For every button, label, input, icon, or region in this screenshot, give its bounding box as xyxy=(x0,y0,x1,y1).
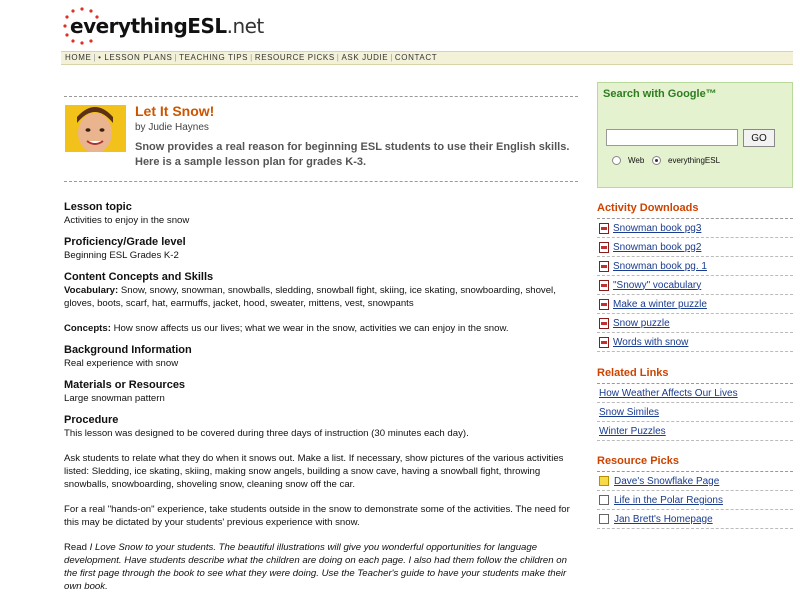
grade-level-text: Beginning ESL Grades K-2 xyxy=(64,250,179,261)
radio-site[interactable] xyxy=(652,156,720,165)
nav-separator: | xyxy=(250,53,253,62)
nav-separator: | xyxy=(336,53,340,62)
nav-home[interactable]: HOME xyxy=(65,53,92,62)
nav-separator: | xyxy=(390,53,393,62)
logo-suffix-text: .net xyxy=(226,14,264,38)
procedure-paragraph-2: For a real "hands-on" experience, take students outside in the snow to demonstrate some of the activities. The need for this may be dictated by your students' previous experience with snow. xyxy=(64,504,570,528)
download-link[interactable]: "Snowy" vocabulary xyxy=(613,279,702,291)
list-item xyxy=(597,403,793,422)
sidebar xyxy=(597,82,793,529)
site-logo[interactable] xyxy=(62,4,264,48)
pdf-icon xyxy=(599,337,609,348)
lesson-topic-text: Activities to enjoy in the snow xyxy=(64,215,190,226)
procedure-text: This lesson was designed to be covered during three days of instruction (30 minutes each day). xyxy=(64,428,469,439)
logo-wordmark xyxy=(70,14,264,38)
article-intro xyxy=(64,97,580,181)
concepts-label: Concepts: xyxy=(64,323,111,334)
nav-lesson-plans[interactable]: • LESSON PLANS xyxy=(98,53,173,62)
pdf-icon xyxy=(599,242,609,253)
materials-heading: Materials or Resources xyxy=(64,379,186,391)
procedure-heading: Procedure xyxy=(64,414,119,426)
paragraph-3-intro: Read xyxy=(64,542,90,553)
author-photo xyxy=(65,105,126,152)
activity-downloads-heading: Activity Downloads xyxy=(597,202,793,219)
article-description: Snow provides a real reason for beginning ESL students to use their English skills. Here is a sample lesson plan for grades K-3. xyxy=(135,141,570,168)
background-heading: Background Information xyxy=(64,344,192,356)
radio-web-dot[interactable] xyxy=(612,156,621,165)
resource-link[interactable]: Life in the Polar Regions xyxy=(614,494,723,506)
vocabulary-text xyxy=(64,284,580,310)
list-item xyxy=(597,472,793,491)
downloads-list xyxy=(597,219,793,352)
list-item xyxy=(597,333,793,352)
resource-link[interactable]: Jan Brett's Homepage xyxy=(614,513,713,525)
resource-link[interactable]: Dave's Snowflake Page xyxy=(614,475,720,487)
list-item xyxy=(597,219,793,238)
search-title: Search with Google™ xyxy=(603,88,717,100)
search-go-button[interactable]: GO xyxy=(743,129,775,147)
vocabulary-list: Snow, snowy, snowman, snowballs, sledding, snowball fight, skiing, ice skating, snowboarding, shovel, gloves, boots, scarf, hat, earmuffs, jacket, hood, sweater, mittens, vest, snowpants xyxy=(64,285,556,309)
list-item xyxy=(597,314,793,333)
lesson-sections xyxy=(64,182,580,593)
article-title: Let It Snow! xyxy=(135,103,215,119)
pdf-icon xyxy=(599,223,609,234)
radio-site-dot[interactable] xyxy=(652,156,661,165)
nav-separator: | xyxy=(174,53,178,62)
download-link[interactable]: Make a winter puzzle xyxy=(613,298,707,310)
pdf-icon xyxy=(599,318,609,329)
concepts-body: How snow affects us our lives; what we wear in the snow, activities we can enjoy in the snow. xyxy=(110,323,509,334)
vocabulary-label: Vocabulary: xyxy=(64,285,119,296)
download-link[interactable]: Words with snow xyxy=(613,336,689,348)
lesson-topic-heading: Lesson topic xyxy=(64,201,132,213)
related-link[interactable]: Snow Similes xyxy=(599,406,660,418)
related-link[interactable]: How Weather Affects Our Lives xyxy=(599,387,738,399)
concepts-heading: Content Concepts and Skills xyxy=(64,271,214,283)
list-item xyxy=(597,384,793,403)
grade-level-heading: Proficiency/Grade level xyxy=(64,236,186,248)
page-icon xyxy=(599,514,609,524)
concepts-text xyxy=(64,322,580,335)
download-link[interactable]: Snowman book pg2 xyxy=(613,241,702,253)
nav-resource-picks[interactable]: RESOURCE PICKS xyxy=(254,53,335,62)
resource-picks-heading: Resource Picks xyxy=(597,455,793,472)
paragraph-3-body: I Love Snow to your students. The beautiful illustrations will give you wonderful opportunities for language development. Have students describe what the children are doing on each page. I also had them follow the children on the first page through the book to see what they were doing. Use the Teacher's guide to have your students make their own book. xyxy=(64,542,567,592)
list-item xyxy=(597,257,793,276)
article-byline: by Judie Haynes xyxy=(135,122,209,133)
list-item xyxy=(597,276,793,295)
pdf-icon xyxy=(599,280,609,291)
list-item xyxy=(597,238,793,257)
nav-contact[interactable]: CONTACT xyxy=(394,53,438,62)
related-link[interactable]: Winter Puzzles xyxy=(599,425,666,437)
background-text: Real experience with snow xyxy=(64,358,179,369)
download-link[interactable]: Snowman book pg. 1 xyxy=(613,260,707,272)
list-item xyxy=(597,422,793,441)
resource-picks-list xyxy=(597,472,793,529)
download-link[interactable]: Snow puzzle xyxy=(613,317,670,329)
top-nav xyxy=(61,51,793,65)
logo-main-text: everythingESL xyxy=(70,14,227,38)
nav-ask-judie[interactable]: ASK JUDIE xyxy=(341,53,389,62)
related-links-heading: Related Links xyxy=(597,367,793,384)
related-links-list xyxy=(597,384,793,441)
page-icon xyxy=(599,495,609,505)
nav-separator: | xyxy=(93,53,97,62)
list-item xyxy=(597,295,793,314)
procedure-paragraph-1: Ask students to relate what they do when it snows out. Make a list. If necessary, show pictures of the various activities listed: Sledding, ice skating, skiing, making snow angels, building a snow cave, having a snowball fight, throwing snowballs, snowboarding, shoveling snow, cleaning snow off the car. xyxy=(64,453,564,490)
child-face-image xyxy=(65,105,126,152)
procedure-paragraph-3 xyxy=(64,541,580,593)
radio-site-label: everythingESL xyxy=(668,156,721,165)
pdf-icon xyxy=(599,299,609,310)
search-input[interactable] xyxy=(606,129,738,146)
star-icon xyxy=(599,476,609,486)
list-item xyxy=(597,491,793,510)
main-content xyxy=(64,96,580,593)
google-search-box xyxy=(597,82,793,188)
download-link[interactable]: Snowman book pg3 xyxy=(613,222,702,234)
list-item xyxy=(597,510,793,529)
nav-teaching-tips[interactable]: TEACHING TIPS xyxy=(179,53,249,62)
radio-web-label: Web xyxy=(628,156,645,165)
pdf-icon xyxy=(599,261,609,272)
materials-text: Large snowman pattern xyxy=(64,393,165,404)
radio-web[interactable] xyxy=(612,156,644,165)
